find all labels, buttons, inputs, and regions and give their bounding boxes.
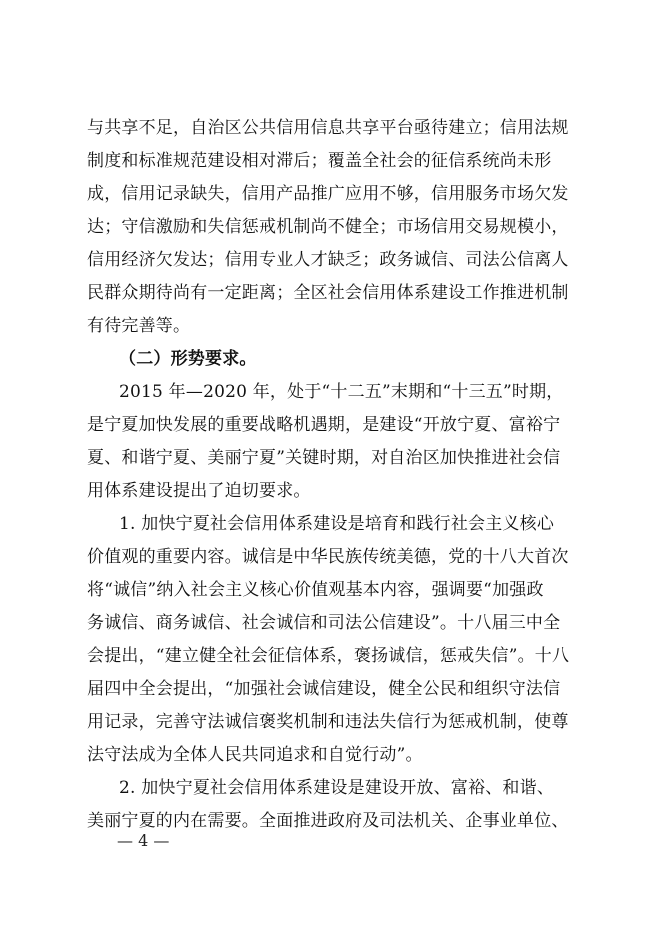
text-line: 信用经济欠发达；信用专业人才缺乏；政务诚信、司法公信离人 bbox=[87, 250, 569, 270]
text-line: 达；守信激励和失信惩戒机制尚不健全；市场信用交易规模小， bbox=[87, 217, 569, 237]
text-line: 价值观的重要内容。诚信是中华民族传统美德，党的十八大首次 bbox=[87, 547, 569, 567]
text-line: 成，信用记录缺失，信用产品推广应用不够，信用服务市场欠发 bbox=[87, 184, 569, 204]
text-line: 会提出，“建立健全社会征信体系，褒扬诚信，惩戒失信”。十八 bbox=[87, 646, 570, 666]
text-line: 务诚信、商务诚信、社会诚信和司法公信建设”。十八届三中全 bbox=[87, 613, 561, 633]
body-text bbox=[87, 112, 580, 838]
text-line: 制度和标准规范建设相对滞后；覆盖全社会的征信系统尚未形 bbox=[87, 151, 552, 171]
text-line: 届四中全会提出，“加强社会诚信建设，健全公民和组织守法信 bbox=[87, 679, 561, 699]
text-line: 将“诚信”纳入社会主义核心价值观基本内容，强调要“加强政 bbox=[87, 580, 544, 600]
text-line: 2. 加快宁夏社会信用体系建设是建设开放、富裕、和谐、 bbox=[119, 778, 555, 798]
text-line: 是宁夏加快发展的重要战略机遇期，是建设“开放宁夏、富裕宁 bbox=[87, 415, 561, 435]
text-line: 用记录，完善守法诚信褒奖机制和违法失信行为惩戒机制，使尊 bbox=[87, 712, 569, 732]
text-line: 2015 年—2020 年，处于“十二五”末期和“十三五”时期， bbox=[119, 382, 564, 402]
page-number: — 4 — bbox=[117, 831, 170, 850]
text-line: 民群众期待尚有一定距离；全区社会信用体系建设工作推进机制 bbox=[87, 283, 569, 303]
section-heading: （二）形势要求。 bbox=[119, 349, 257, 369]
text-line: 1. 加快宁夏社会信用体系建设是培育和践行社会主义核心 bbox=[119, 514, 555, 534]
text-line: 有待完善等。 bbox=[87, 316, 191, 336]
text-line: 用体系建设提出了迫切要求。 bbox=[87, 481, 311, 501]
text-line: 与共享不足，自治区公共信用信息共享平台亟待建立；信用法规 bbox=[87, 118, 569, 138]
text-line: 夏、和谐宁夏、美丽宁夏”关键时期，对自治区加快推进社会信 bbox=[87, 448, 561, 468]
text-line: 美丽宁夏的内在需要。全面推进政府及司法机关、企事业单位、 bbox=[87, 811, 569, 831]
text-line: 法守法成为全体人民共同追求和自觉行动”。 bbox=[87, 745, 423, 765]
